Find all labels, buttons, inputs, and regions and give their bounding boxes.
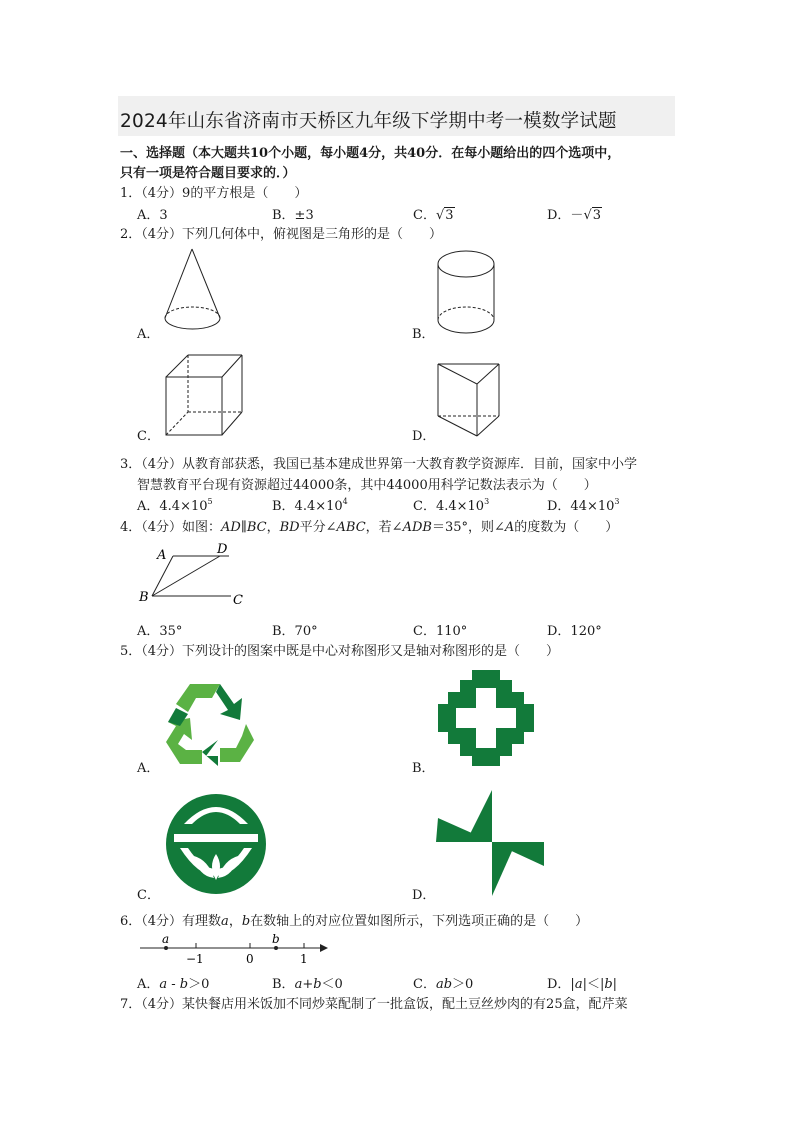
cone-figure xyxy=(158,246,228,336)
q7-stem: 7．（4分）某快餐店用米饭加不同炒菜配制了一批盒饭，配土豆丝炒肉的有25盒，配芹菜 xyxy=(120,997,628,1012)
q3-option-b: B．$4.4\times 10^4$ xyxy=(272,497,348,514)
axis-tick-zero: 0 xyxy=(246,952,254,966)
q3-option-c: C．$4.4\times 10^3$ xyxy=(413,497,490,514)
q1-stem: 1．（4分）9的平方根是（ ） xyxy=(120,186,308,201)
cylinder-figure xyxy=(433,246,499,338)
q3-option-d: D．$44\times 10^3$ xyxy=(547,497,620,514)
q2-option-c: C． xyxy=(137,429,160,444)
q4-option-c: C．110° xyxy=(413,624,468,639)
q5-option-d: D． xyxy=(412,888,436,903)
point-label-b: B xyxy=(139,590,149,605)
q2-option-b: B． xyxy=(412,327,435,342)
axis-label-b: b xyxy=(272,932,280,946)
pinwheel-icon xyxy=(436,790,546,898)
section-heading-line2: 只有一项是符合题目要求的．） xyxy=(120,166,296,181)
q6-option-c: C．ab＞0 xyxy=(413,977,474,992)
cube-figure xyxy=(160,352,250,442)
q6-stem: 6．（4分）有理数a，b在数轴上的对应位置如图所示，下列选项正确的是（ ） xyxy=(120,914,589,929)
triangular-prism-figure xyxy=(433,360,505,440)
q6-option-a: A．a - b＞0 xyxy=(137,977,210,992)
axis-label-a: a xyxy=(162,932,170,946)
axis-tick-minus-one: −1 xyxy=(186,952,204,966)
point-label-a: A xyxy=(157,548,167,563)
axis-tick-one: 1 xyxy=(300,952,308,966)
q4-option-b: B．70° xyxy=(272,624,318,639)
q5-option-b: B． xyxy=(412,761,435,776)
q2-option-d: D． xyxy=(412,429,436,444)
q1-option-b: B．±3 xyxy=(272,208,314,223)
green-food-logo-icon xyxy=(164,794,268,894)
q2-stem: 2．（4分）下列几何体中，俯视图是三角形的是（ ） xyxy=(120,227,443,242)
q3-stem-line2: 智慧教育平台现有资源超过44000条，其中44000用科学记数法表示为（ ） xyxy=(137,478,597,493)
sqrt-symbol: √3 xyxy=(583,208,602,223)
q4-option-d: D．120° xyxy=(547,624,602,639)
q5-option-a: A． xyxy=(137,761,160,776)
q3-stem-line1: 3．（4分）从教育部获悉，我国已基本建成世界第一大教育教学资源库．目前，国家中小学 xyxy=(120,457,638,472)
q1-option-d: D．－√3 xyxy=(547,208,602,223)
q4-parallel-lines-figure xyxy=(135,540,250,610)
q4-stem: 4．（4分）如图：AD∥BC，BD平分∠ABC，若∠ADB＝35°，则∠A的度数为（ ） xyxy=(120,520,619,535)
q4-option-a: A．35° xyxy=(137,624,183,639)
point-label-c: C xyxy=(233,593,243,608)
q2-option-a: A． xyxy=(137,327,160,342)
q5-option-c: C． xyxy=(137,888,160,903)
page-title: 2024年山东省济南市天桥区九年级下学期中考一模数学试题 xyxy=(120,111,617,132)
q5-stem: 5．（4分）下列设计的图案中既是中心对称图形又是轴对称图形的是（ ） xyxy=(120,644,560,659)
q6-number-line-figure xyxy=(138,930,334,968)
q3-option-a: A．$4.4\times 10^5$ xyxy=(137,497,213,514)
section-heading-line1: 一、选择题（本大题共10个小题，每小题4分，共40分．在每小题给出的四个选项中， xyxy=(120,146,621,161)
recycle-symbol-icon xyxy=(162,678,256,768)
point-label-d: D xyxy=(217,542,228,557)
sqrt-symbol: √3 xyxy=(435,208,454,223)
q6-option-d: D．|a|＜|b| xyxy=(547,977,618,992)
q1-option-c: C．√3 xyxy=(413,208,454,223)
cross-emblem-icon xyxy=(436,668,536,768)
q6-option-b: B．a+b＜0 xyxy=(272,977,343,992)
q1-option-a: A．3 xyxy=(137,208,168,223)
